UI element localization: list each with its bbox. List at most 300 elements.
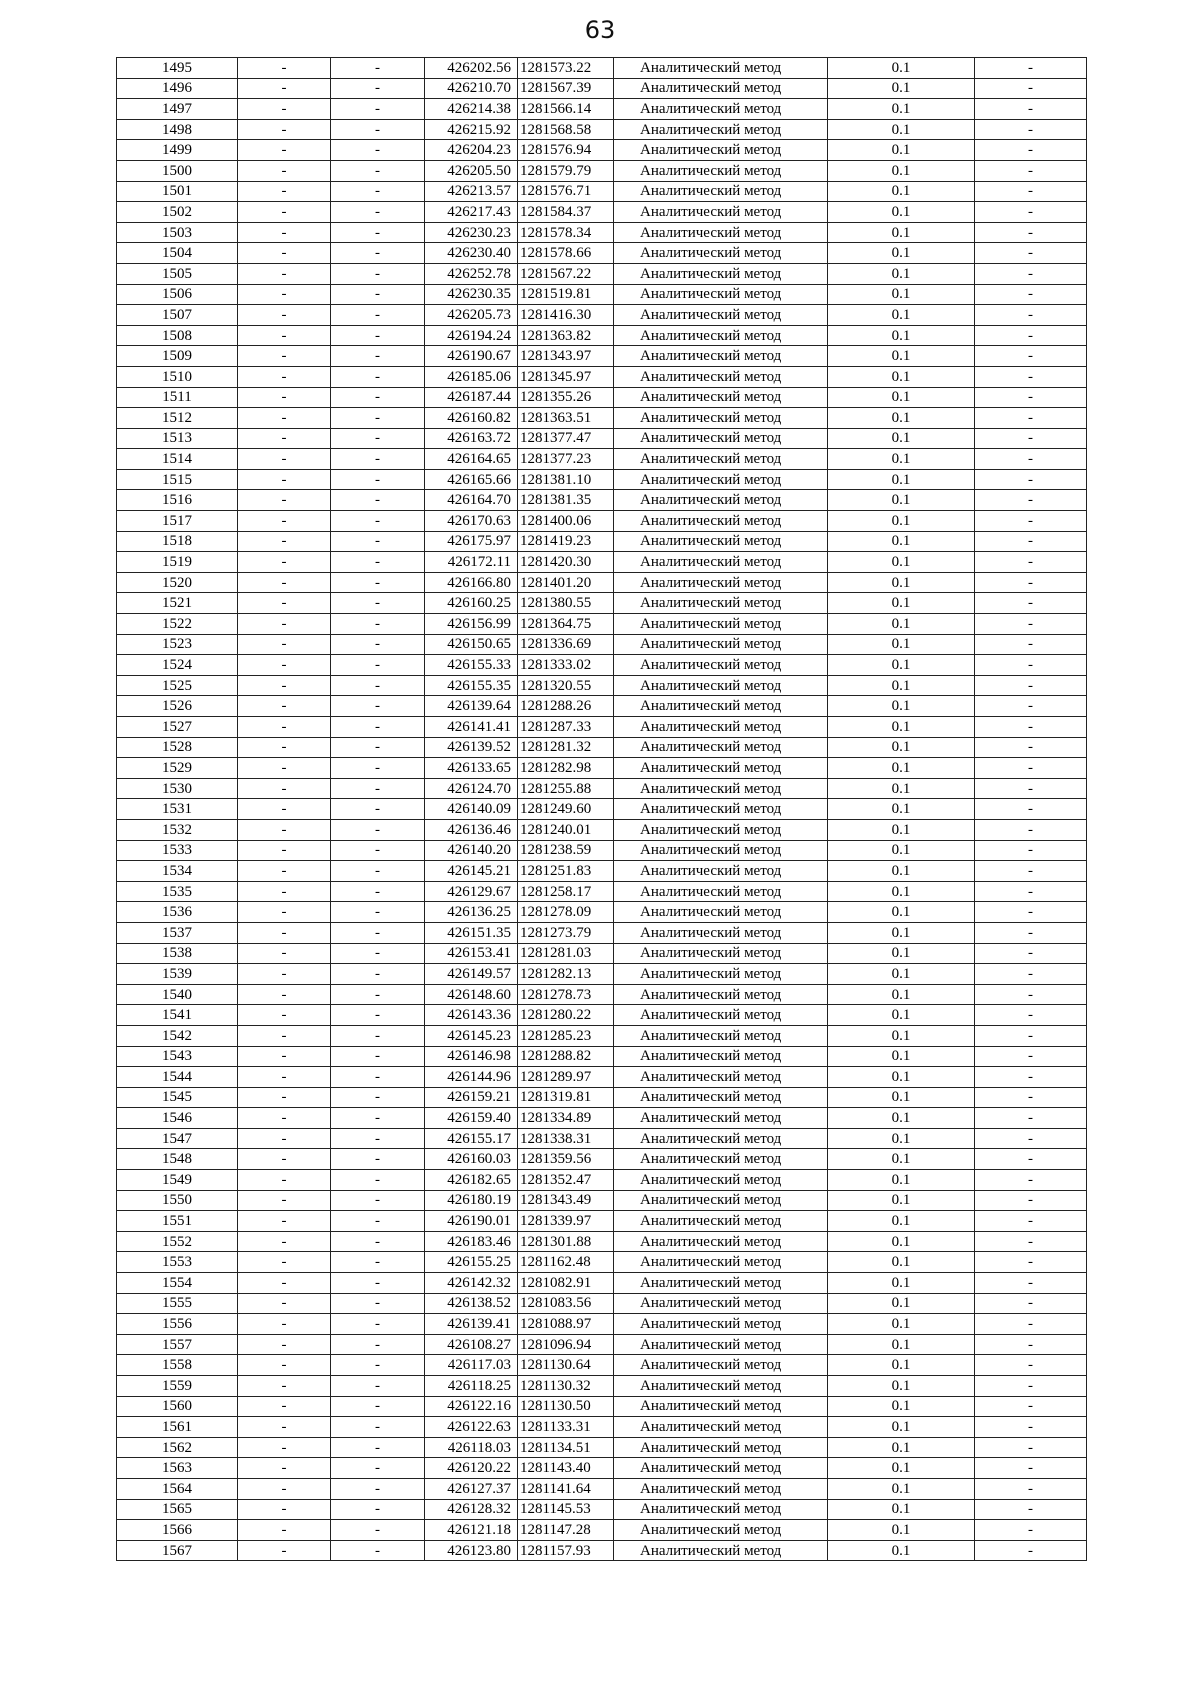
empty-marker-cell: -	[975, 1520, 1087, 1541]
empty-marker-cell: -	[975, 1170, 1087, 1191]
accuracy-cell: 0.1	[828, 1499, 975, 1520]
x-coordinate-cell: 426139.52	[425, 737, 518, 758]
empty-marker-cell: -	[238, 1025, 331, 1046]
method-cell: Аналитический метод	[614, 160, 828, 181]
empty-marker-cell: -	[331, 305, 425, 326]
empty-marker-cell: -	[975, 99, 1087, 120]
table-row	[117, 1334, 1087, 1355]
empty-marker-cell: -	[975, 1273, 1087, 1294]
table-row	[117, 1396, 1087, 1417]
y-coordinate-cell: 1281578.66	[518, 243, 614, 264]
empty-marker-cell: -	[238, 140, 331, 161]
method-cell: Аналитический метод	[614, 325, 828, 346]
table-row	[117, 655, 1087, 676]
empty-marker-cell: -	[975, 1190, 1087, 1211]
point-number-cell: 1511	[117, 387, 238, 408]
x-coordinate-cell: 426160.25	[425, 593, 518, 614]
empty-marker-cell: -	[238, 181, 331, 202]
table-row	[117, 511, 1087, 532]
table-row	[117, 346, 1087, 367]
point-number-cell: 1516	[117, 490, 238, 511]
table-row	[117, 881, 1087, 902]
y-coordinate-cell: 1281258.17	[518, 881, 614, 902]
empty-marker-cell: -	[975, 634, 1087, 655]
point-number-cell: 1529	[117, 758, 238, 779]
empty-marker-cell: -	[975, 78, 1087, 99]
accuracy-cell: 0.1	[828, 1005, 975, 1026]
y-coordinate-cell: 1281567.39	[518, 78, 614, 99]
empty-marker-cell: -	[975, 984, 1087, 1005]
y-coordinate-cell: 1281380.55	[518, 593, 614, 614]
empty-marker-cell: -	[975, 346, 1087, 367]
empty-marker-cell: -	[975, 1025, 1087, 1046]
empty-marker-cell: -	[331, 449, 425, 470]
y-coordinate-cell: 1281287.33	[518, 717, 614, 738]
empty-marker-cell: -	[238, 778, 331, 799]
empty-marker-cell: -	[331, 778, 425, 799]
empty-marker-cell: -	[331, 614, 425, 635]
empty-marker-cell: -	[975, 263, 1087, 284]
accuracy-cell: 0.1	[828, 1149, 975, 1170]
point-number-cell: 1512	[117, 408, 238, 429]
table-row	[117, 902, 1087, 923]
empty-marker-cell: -	[238, 1334, 331, 1355]
empty-marker-cell: -	[975, 1334, 1087, 1355]
empty-marker-cell: -	[331, 984, 425, 1005]
accuracy-cell: 0.1	[828, 58, 975, 79]
point-number-cell: 1559	[117, 1376, 238, 1397]
empty-marker-cell: -	[975, 469, 1087, 490]
x-coordinate-cell: 426180.19	[425, 1190, 518, 1211]
x-coordinate-cell: 426190.67	[425, 346, 518, 367]
empty-marker-cell: -	[331, 428, 425, 449]
empty-marker-cell: -	[331, 58, 425, 79]
y-coordinate-cell: 1281576.71	[518, 181, 614, 202]
accuracy-cell: 0.1	[828, 1190, 975, 1211]
method-cell: Аналитический метод	[614, 1396, 828, 1417]
empty-marker-cell: -	[331, 531, 425, 552]
method-cell: Аналитический метод	[614, 799, 828, 820]
point-number-cell: 1503	[117, 222, 238, 243]
y-coordinate-cell: 1281579.79	[518, 160, 614, 181]
method-cell: Аналитический метод	[614, 717, 828, 738]
empty-marker-cell: -	[331, 840, 425, 861]
accuracy-cell: 0.1	[828, 964, 975, 985]
empty-marker-cell: -	[975, 181, 1087, 202]
accuracy-cell: 0.1	[828, 366, 975, 387]
empty-marker-cell: -	[331, 964, 425, 985]
table-row	[117, 1128, 1087, 1149]
accuracy-cell: 0.1	[828, 1458, 975, 1479]
accuracy-cell: 0.1	[828, 737, 975, 758]
method-cell: Аналитический метод	[614, 778, 828, 799]
x-coordinate-cell: 426118.25	[425, 1376, 518, 1397]
accuracy-cell: 0.1	[828, 1417, 975, 1438]
accuracy-cell: 0.1	[828, 346, 975, 367]
x-coordinate-cell: 426204.23	[425, 140, 518, 161]
empty-marker-cell: -	[331, 222, 425, 243]
x-coordinate-cell: 426150.65	[425, 634, 518, 655]
empty-marker-cell: -	[975, 819, 1087, 840]
y-coordinate-cell: 1281281.32	[518, 737, 614, 758]
accuracy-cell: 0.1	[828, 614, 975, 635]
empty-marker-cell: -	[975, 1067, 1087, 1088]
x-coordinate-cell: 426108.27	[425, 1334, 518, 1355]
empty-marker-cell: -	[331, 263, 425, 284]
point-number-cell: 1528	[117, 737, 238, 758]
accuracy-cell: 0.1	[828, 1376, 975, 1397]
empty-marker-cell: -	[331, 1108, 425, 1129]
empty-marker-cell: -	[331, 737, 425, 758]
table-row	[117, 840, 1087, 861]
empty-marker-cell: -	[238, 531, 331, 552]
empty-marker-cell: -	[331, 552, 425, 573]
method-cell: Аналитический метод	[614, 1149, 828, 1170]
empty-marker-cell: -	[238, 1293, 331, 1314]
method-cell: Аналитический метод	[614, 1067, 828, 1088]
method-cell: Аналитический метод	[614, 1437, 828, 1458]
accuracy-cell: 0.1	[828, 696, 975, 717]
empty-marker-cell: -	[975, 1231, 1087, 1252]
point-number-cell: 1548	[117, 1149, 238, 1170]
empty-marker-cell: -	[975, 696, 1087, 717]
empty-marker-cell: -	[331, 1417, 425, 1438]
accuracy-cell: 0.1	[828, 984, 975, 1005]
empty-marker-cell: -	[975, 243, 1087, 264]
accuracy-cell: 0.1	[828, 490, 975, 511]
accuracy-cell: 0.1	[828, 305, 975, 326]
x-coordinate-cell: 426230.40	[425, 243, 518, 264]
table-row	[117, 305, 1087, 326]
table-row	[117, 984, 1087, 1005]
table-row	[117, 552, 1087, 573]
table-row	[117, 366, 1087, 387]
table-row	[117, 140, 1087, 161]
y-coordinate-cell: 1281400.06	[518, 511, 614, 532]
accuracy-cell: 0.1	[828, 408, 975, 429]
y-coordinate-cell: 1281255.88	[518, 778, 614, 799]
accuracy-cell: 0.1	[828, 181, 975, 202]
x-coordinate-cell: 426138.52	[425, 1293, 518, 1314]
table-row	[117, 717, 1087, 738]
table-row	[117, 1478, 1087, 1499]
empty-marker-cell: -	[331, 1273, 425, 1294]
y-coordinate-cell: 1281238.59	[518, 840, 614, 861]
y-coordinate-cell: 1281088.97	[518, 1314, 614, 1335]
y-coordinate-cell: 1281096.94	[518, 1334, 614, 1355]
accuracy-cell: 0.1	[828, 1478, 975, 1499]
empty-marker-cell: -	[975, 1478, 1087, 1499]
y-coordinate-cell: 1281381.10	[518, 469, 614, 490]
table-row	[117, 1355, 1087, 1376]
y-coordinate-cell: 1281285.23	[518, 1025, 614, 1046]
table-row	[117, 263, 1087, 284]
empty-marker-cell: -	[975, 902, 1087, 923]
accuracy-cell: 0.1	[828, 78, 975, 99]
empty-marker-cell: -	[238, 1540, 331, 1561]
method-cell: Аналитический метод	[614, 1211, 828, 1232]
empty-marker-cell: -	[975, 778, 1087, 799]
empty-marker-cell: -	[331, 1025, 425, 1046]
empty-marker-cell: -	[331, 1437, 425, 1458]
y-coordinate-cell: 1281162.48	[518, 1252, 614, 1273]
empty-marker-cell: -	[331, 1046, 425, 1067]
empty-marker-cell: -	[331, 1149, 425, 1170]
empty-marker-cell: -	[331, 1334, 425, 1355]
point-number-cell: 1533	[117, 840, 238, 861]
empty-marker-cell: -	[238, 1190, 331, 1211]
y-coordinate-cell: 1281355.26	[518, 387, 614, 408]
point-number-cell: 1517	[117, 511, 238, 532]
empty-marker-cell: -	[975, 922, 1087, 943]
empty-marker-cell: -	[238, 1087, 331, 1108]
method-cell: Аналитический метод	[614, 1293, 828, 1314]
method-cell: Аналитический метод	[614, 552, 828, 573]
empty-marker-cell: -	[975, 1417, 1087, 1438]
method-cell: Аналитический метод	[614, 531, 828, 552]
point-number-cell: 1506	[117, 284, 238, 305]
table-row	[117, 387, 1087, 408]
point-number-cell: 1510	[117, 366, 238, 387]
empty-marker-cell: -	[975, 737, 1087, 758]
empty-marker-cell: -	[331, 922, 425, 943]
x-coordinate-cell: 426185.06	[425, 366, 518, 387]
point-number-cell: 1535	[117, 881, 238, 902]
accuracy-cell: 0.1	[828, 1396, 975, 1417]
empty-marker-cell: -	[238, 675, 331, 696]
table-row	[117, 99, 1087, 120]
method-cell: Аналитический метод	[614, 1540, 828, 1561]
y-coordinate-cell: 1281338.31	[518, 1128, 614, 1149]
empty-marker-cell: -	[331, 861, 425, 882]
accuracy-cell: 0.1	[828, 778, 975, 799]
y-coordinate-cell: 1281130.32	[518, 1376, 614, 1397]
x-coordinate-cell: 426159.40	[425, 1108, 518, 1129]
x-coordinate-cell: 426145.23	[425, 1025, 518, 1046]
table-row	[117, 675, 1087, 696]
y-coordinate-cell: 1281133.31	[518, 1417, 614, 1438]
method-cell: Аналитический метод	[614, 305, 828, 326]
empty-marker-cell: -	[238, 325, 331, 346]
accuracy-cell: 0.1	[828, 1108, 975, 1129]
x-coordinate-cell: 426213.57	[425, 181, 518, 202]
table-row	[117, 799, 1087, 820]
x-coordinate-cell: 426205.73	[425, 305, 518, 326]
empty-marker-cell: -	[975, 58, 1087, 79]
empty-marker-cell: -	[975, 325, 1087, 346]
x-coordinate-cell: 426140.20	[425, 840, 518, 861]
y-coordinate-cell: 1281333.02	[518, 655, 614, 676]
point-number-cell: 1565	[117, 1499, 238, 1520]
table-row	[117, 1005, 1087, 1026]
point-number-cell: 1519	[117, 552, 238, 573]
accuracy-cell: 0.1	[828, 511, 975, 532]
accuracy-cell: 0.1	[828, 1025, 975, 1046]
table-row	[117, 1273, 1087, 1294]
empty-marker-cell: -	[975, 614, 1087, 635]
table-row	[117, 819, 1087, 840]
empty-marker-cell: -	[975, 861, 1087, 882]
accuracy-cell: 0.1	[828, 552, 975, 573]
empty-marker-cell: -	[238, 449, 331, 470]
empty-marker-cell: -	[975, 1458, 1087, 1479]
accuracy-cell: 0.1	[828, 1273, 975, 1294]
x-coordinate-cell: 426163.72	[425, 428, 518, 449]
y-coordinate-cell: 1281566.14	[518, 99, 614, 120]
empty-marker-cell: -	[975, 1252, 1087, 1273]
x-coordinate-cell: 426146.98	[425, 1046, 518, 1067]
table-row	[117, 1437, 1087, 1458]
method-cell: Аналитический метод	[614, 861, 828, 882]
x-coordinate-cell: 426122.16	[425, 1396, 518, 1417]
empty-marker-cell: -	[238, 387, 331, 408]
empty-marker-cell: -	[331, 243, 425, 264]
point-number-cell: 1547	[117, 1128, 238, 1149]
empty-marker-cell: -	[975, 1211, 1087, 1232]
empty-marker-cell: -	[975, 408, 1087, 429]
point-number-cell: 1567	[117, 1540, 238, 1561]
method-cell: Аналитический метод	[614, 1478, 828, 1499]
x-coordinate-cell: 426127.37	[425, 1478, 518, 1499]
method-cell: Аналитический метод	[614, 99, 828, 120]
x-coordinate-cell: 426215.92	[425, 119, 518, 140]
empty-marker-cell: -	[331, 1211, 425, 1232]
empty-marker-cell: -	[331, 1478, 425, 1499]
empty-marker-cell: -	[975, 758, 1087, 779]
y-coordinate-cell: 1281278.73	[518, 984, 614, 1005]
y-coordinate-cell: 1281282.13	[518, 964, 614, 985]
accuracy-cell: 0.1	[828, 593, 975, 614]
table-row	[117, 428, 1087, 449]
empty-marker-cell: -	[331, 490, 425, 511]
empty-marker-cell: -	[238, 819, 331, 840]
y-coordinate-cell: 1281568.58	[518, 119, 614, 140]
point-number-cell: 1557	[117, 1334, 238, 1355]
empty-marker-cell: -	[331, 1190, 425, 1211]
point-number-cell: 1502	[117, 202, 238, 223]
method-cell: Аналитический метод	[614, 1025, 828, 1046]
empty-marker-cell: -	[331, 634, 425, 655]
method-cell: Аналитический метод	[614, 263, 828, 284]
method-cell: Аналитический метод	[614, 819, 828, 840]
empty-marker-cell: -	[975, 284, 1087, 305]
y-coordinate-cell: 1281420.30	[518, 552, 614, 573]
empty-marker-cell: -	[238, 243, 331, 264]
y-coordinate-cell: 1281339.97	[518, 1211, 614, 1232]
accuracy-cell: 0.1	[828, 717, 975, 738]
empty-marker-cell: -	[975, 202, 1087, 223]
table-row	[117, 1170, 1087, 1191]
method-cell: Аналитический метод	[614, 140, 828, 161]
x-coordinate-cell: 426149.57	[425, 964, 518, 985]
point-number-cell: 1544	[117, 1067, 238, 1088]
x-coordinate-cell: 426155.25	[425, 1252, 518, 1273]
empty-marker-cell: -	[331, 1499, 425, 1520]
empty-marker-cell: -	[238, 1149, 331, 1170]
empty-marker-cell: -	[238, 1273, 331, 1294]
x-coordinate-cell: 426140.09	[425, 799, 518, 820]
point-number-cell: 1560	[117, 1396, 238, 1417]
accuracy-cell: 0.1	[828, 1334, 975, 1355]
empty-marker-cell: -	[975, 428, 1087, 449]
empty-marker-cell: -	[331, 717, 425, 738]
accuracy-cell: 0.1	[828, 1540, 975, 1561]
empty-marker-cell: -	[238, 1417, 331, 1438]
method-cell: Аналитический метод	[614, 490, 828, 511]
table-row	[117, 1252, 1087, 1273]
x-coordinate-cell: 426217.43	[425, 202, 518, 223]
x-coordinate-cell: 426123.80	[425, 1540, 518, 1561]
empty-marker-cell: -	[331, 1520, 425, 1541]
empty-marker-cell: -	[238, 881, 331, 902]
empty-marker-cell: -	[975, 1005, 1087, 1026]
table-row	[117, 758, 1087, 779]
table-row	[117, 243, 1087, 264]
table-row	[117, 1211, 1087, 1232]
empty-marker-cell: -	[331, 675, 425, 696]
x-coordinate-cell: 426155.33	[425, 655, 518, 676]
empty-marker-cell: -	[331, 696, 425, 717]
empty-marker-cell: -	[975, 1149, 1087, 1170]
x-coordinate-cell: 426202.56	[425, 58, 518, 79]
table-row	[117, 614, 1087, 635]
method-cell: Аналитический метод	[614, 1273, 828, 1294]
empty-marker-cell: -	[331, 572, 425, 593]
table-row	[117, 1293, 1087, 1314]
empty-marker-cell: -	[331, 943, 425, 964]
table-row	[117, 1314, 1087, 1335]
accuracy-cell: 0.1	[828, 1128, 975, 1149]
empty-marker-cell: -	[975, 140, 1087, 161]
table-row	[117, 181, 1087, 202]
method-cell: Аналитический метод	[614, 696, 828, 717]
empty-marker-cell: -	[238, 1005, 331, 1026]
point-number-cell: 1513	[117, 428, 238, 449]
method-cell: Аналитический метод	[614, 346, 828, 367]
empty-marker-cell: -	[238, 1355, 331, 1376]
empty-marker-cell: -	[331, 408, 425, 429]
method-cell: Аналитический метод	[614, 675, 828, 696]
table-row	[117, 1376, 1087, 1397]
empty-marker-cell: -	[238, 346, 331, 367]
y-coordinate-cell: 1281519.81	[518, 284, 614, 305]
y-coordinate-cell: 1281343.49	[518, 1190, 614, 1211]
method-cell: Аналитический метод	[614, 119, 828, 140]
y-coordinate-cell: 1281359.56	[518, 1149, 614, 1170]
method-cell: Аналитический метод	[614, 449, 828, 470]
point-number-cell: 1546	[117, 1108, 238, 1129]
method-cell: Аналитический метод	[614, 58, 828, 79]
table-row	[117, 1540, 1087, 1561]
point-number-cell: 1541	[117, 1005, 238, 1026]
point-number-cell: 1553	[117, 1252, 238, 1273]
method-cell: Аналитический метод	[614, 1314, 828, 1335]
empty-marker-cell: -	[238, 263, 331, 284]
x-coordinate-cell: 426155.35	[425, 675, 518, 696]
empty-marker-cell: -	[331, 99, 425, 120]
table-row	[117, 1087, 1087, 1108]
x-coordinate-cell: 426214.38	[425, 99, 518, 120]
table-row	[117, 325, 1087, 346]
empty-marker-cell: -	[331, 160, 425, 181]
table-row	[117, 861, 1087, 882]
accuracy-cell: 0.1	[828, 1087, 975, 1108]
accuracy-cell: 0.1	[828, 902, 975, 923]
empty-marker-cell: -	[238, 222, 331, 243]
table-row	[117, 202, 1087, 223]
empty-marker-cell: -	[331, 1087, 425, 1108]
accuracy-cell: 0.1	[828, 1314, 975, 1335]
